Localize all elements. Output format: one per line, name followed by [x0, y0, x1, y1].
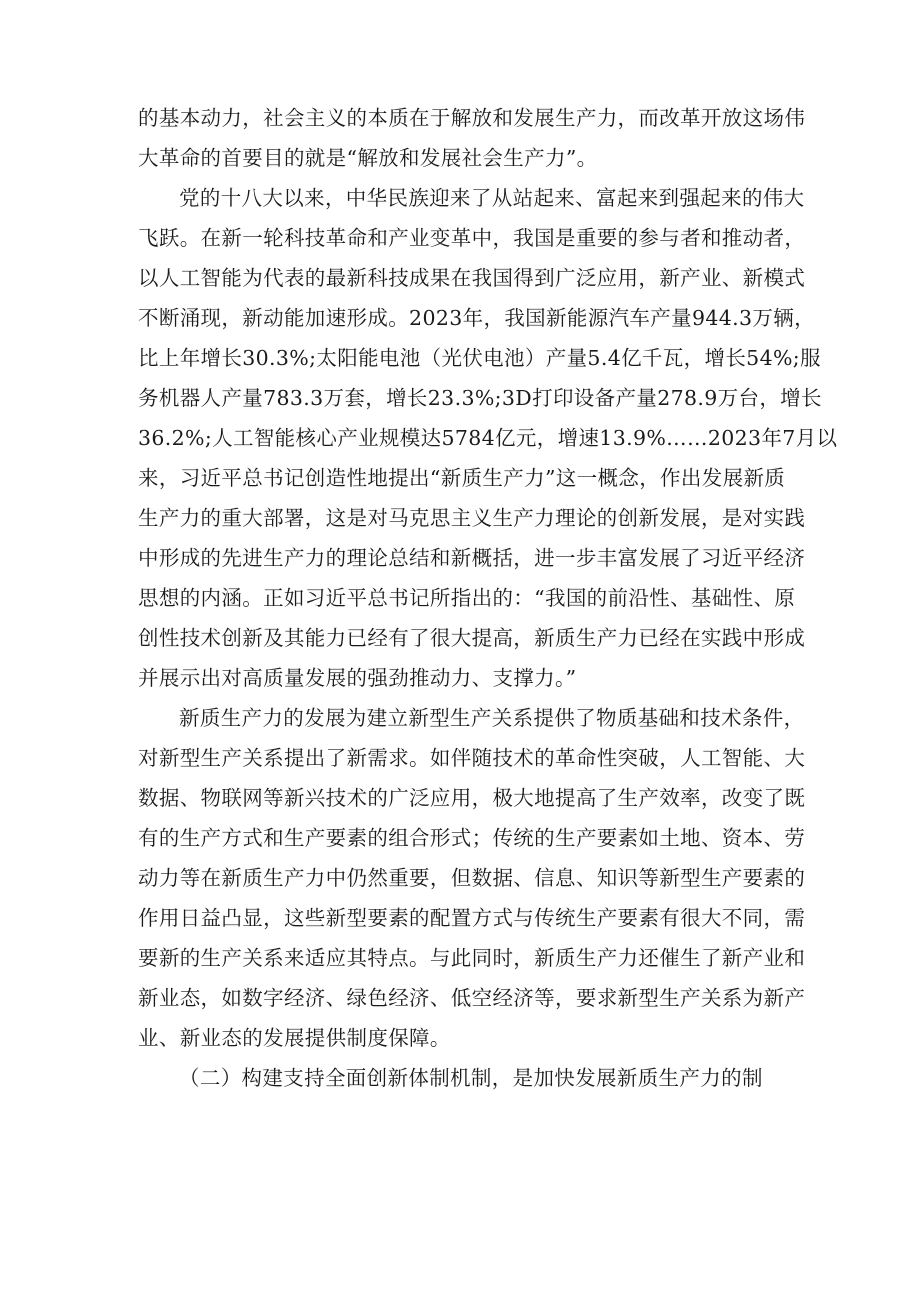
text-line: 飞跃。在新一轮科技革命和产业变革中，我国是重要的参与者和推动者， — [138, 226, 806, 250]
paragraph-1 — [138, 98, 806, 178]
text-line: 要新的生产关系来适应其特点。与此同时，新质生产力还催生了新产业和 — [138, 946, 806, 970]
section-heading-text: （二）构建支持全面创新体制机制，是加快发展新质生产力的制 — [179, 1066, 763, 1090]
text-line: 生产力的重大部署，这是对马克思主义生产力理论的创新发展，是对实践 — [138, 506, 806, 530]
text-line: 作用日益凸显，这些新型要素的配置方式与传统生产要素有很大不同，需 — [138, 906, 806, 930]
text-line: 的基本动力，社会主义的本质在于解放和发展生产力，而改革开放这场伟 — [138, 106, 806, 130]
text-line: 新业态，如数字经济、绿色经济、低空经济等，要求新型生产关系为新产 — [138, 986, 806, 1010]
text-line: 中形成的先进生产力的理论总结和新概括，进一步丰富发展了习近平经济 — [138, 546, 806, 570]
text-line: 党的十八大以来，中华民族迎来了从站起来、富起来到强起来的伟大 — [179, 186, 805, 210]
section-heading — [138, 1058, 788, 1098]
text-line: 以人工智能为代表的最新科技成果在我国得到广泛应用，新产业、新模式 — [138, 266, 806, 290]
paragraph-2 — [138, 178, 838, 698]
text-line: 动力等在新质生产力中仍然重要，但数据、信息、知识等新型生产要素的 — [138, 866, 806, 890]
text-line: 并展示出对高质量发展的强劲推动力、支撑力。” — [138, 666, 577, 690]
paragraph-3 — [138, 698, 806, 1058]
text-line: 数据、物联网等新兴技术的广泛应用，极大地提高了生产效率，改变了既 — [138, 786, 806, 810]
text-line: 有的生产方式和生产要素的组合形式；传统的生产要素如土地、资本、劳 — [138, 826, 806, 850]
text-line: 大革命的首要目的就是“解放和发展社会生产力”。 — [138, 146, 598, 170]
text-line: 不断涌现，新动能加速形成。2023年，我国新能源汽车产量944.3万辆， — [138, 306, 815, 330]
text-line: 来，习近平总书记创造性地提出“新质生产力”这一概念，作出发展新质 — [138, 466, 786, 490]
text-line: 新质生产力的发展为建立新型生产关系提供了物质基础和技术条件， — [179, 706, 805, 730]
text-line: 业、新业态的发展提供制度保障。 — [138, 1026, 451, 1050]
text-line: 创性技术创新及其能力已经有了很大提高，新质生产力已经在实践中形成 — [138, 626, 806, 650]
text-line: 36.2%;人工智能核心产业规模达5784亿元，增速13.9%……2023年7月以 — [138, 426, 838, 450]
text-line: 务机器人产量783.3万套，增长23.3%;3D打印设备产量278.9万台，增长 — [138, 386, 822, 410]
text-line: 对新型生产关系提出了新需求。如伴随技术的革命性突破，人工智能、大 — [138, 746, 806, 770]
text-line: 思想的内涵。正如习近平总书记所指出的：“我国的前沿性、基础性、原 — [138, 586, 796, 610]
text-line: 比上年增长30.3%;太阳能电池（光伏电池）产量5.4亿千瓦，增长54%;服 — [138, 346, 821, 370]
document-body — [138, 98, 838, 1098]
